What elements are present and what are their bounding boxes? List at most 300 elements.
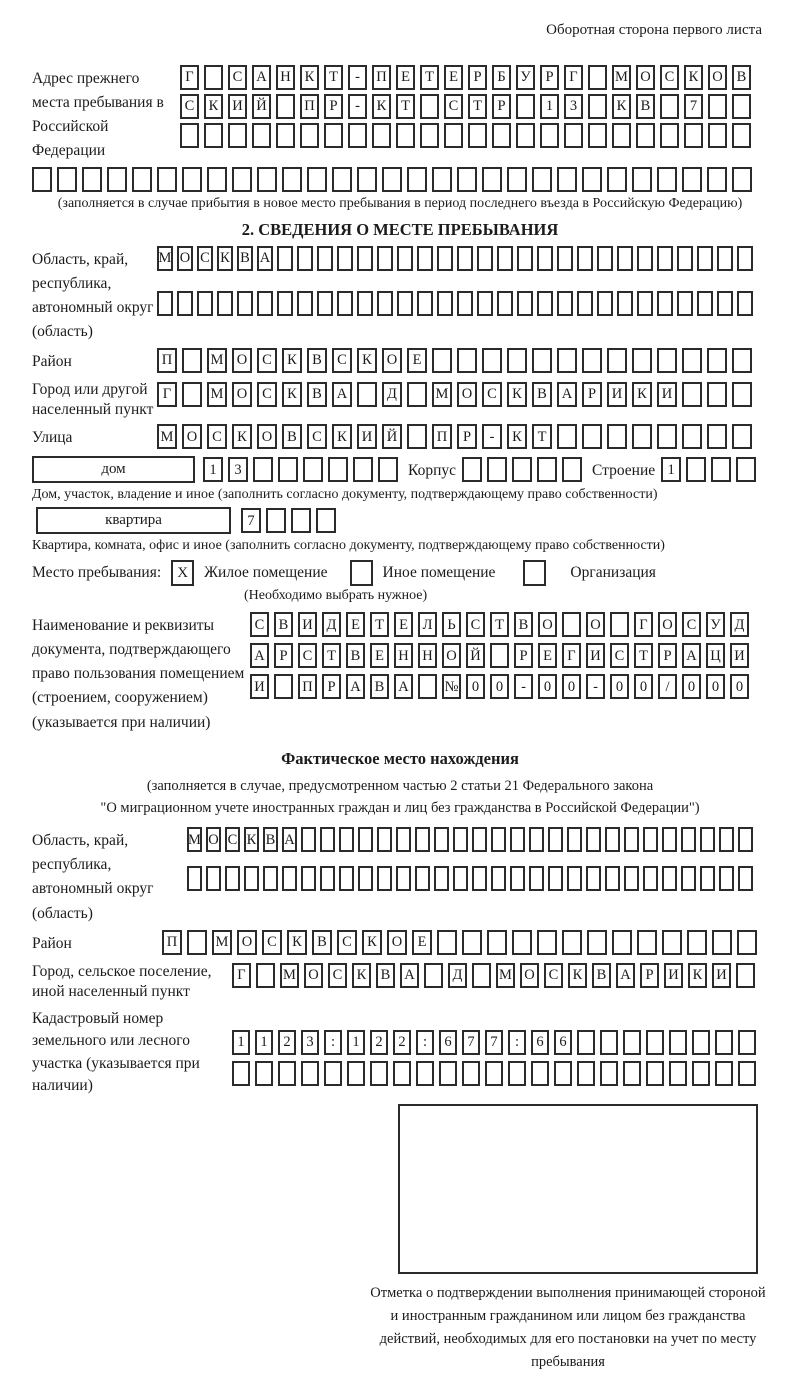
- char-box[interactable]: В: [532, 382, 552, 407]
- char-box[interactable]: [510, 827, 525, 852]
- char-box[interactable]: [257, 291, 273, 316]
- char-box[interactable]: С: [298, 643, 317, 668]
- char-box[interactable]: [434, 866, 449, 891]
- char-box[interactable]: [510, 866, 525, 891]
- char-box[interactable]: П: [432, 424, 452, 449]
- char-box[interactable]: И: [607, 382, 627, 407]
- char-box[interactable]: [263, 866, 278, 891]
- char-box[interactable]: 6: [439, 1030, 457, 1055]
- char-box[interactable]: [301, 827, 316, 852]
- char-box[interactable]: [307, 167, 327, 192]
- char-box[interactable]: О: [636, 65, 655, 90]
- char-box[interactable]: И: [298, 612, 317, 637]
- char-box[interactable]: -: [348, 65, 367, 90]
- char-box[interactable]: Ц: [706, 643, 725, 668]
- char-box[interactable]: [491, 827, 506, 852]
- char-box[interactable]: О: [206, 827, 221, 852]
- char-box[interactable]: [682, 382, 702, 407]
- char-box[interactable]: [357, 291, 373, 316]
- char-box[interactable]: Б: [492, 65, 511, 90]
- char-box[interactable]: [707, 167, 727, 192]
- char-box[interactable]: В: [346, 643, 365, 668]
- char-box[interactable]: [393, 1061, 411, 1086]
- char-box[interactable]: [472, 963, 491, 988]
- char-box[interactable]: [508, 1061, 526, 1086]
- char-box[interactable]: [418, 674, 437, 699]
- char-box[interactable]: [252, 123, 271, 148]
- char-box[interactable]: 6: [554, 1030, 572, 1055]
- char-box[interactable]: -: [348, 94, 367, 119]
- char-box[interactable]: [681, 827, 696, 852]
- char-box[interactable]: К: [357, 348, 377, 373]
- char-box[interactable]: О: [387, 930, 407, 955]
- char-box[interactable]: [177, 291, 193, 316]
- char-box[interactable]: [657, 167, 677, 192]
- char-box[interactable]: [697, 291, 713, 316]
- char-box[interactable]: [529, 866, 544, 891]
- char-box[interactable]: С: [257, 348, 277, 373]
- char-box[interactable]: К: [688, 963, 707, 988]
- char-box[interactable]: [266, 508, 286, 533]
- char-box[interactable]: [297, 246, 313, 271]
- char-box[interactable]: Д: [322, 612, 341, 637]
- char-box[interactable]: [339, 827, 354, 852]
- char-box[interactable]: [277, 246, 293, 271]
- char-box[interactable]: [396, 866, 411, 891]
- char-box[interactable]: [737, 930, 757, 955]
- char-box[interactable]: [477, 246, 493, 271]
- char-box[interactable]: [457, 291, 473, 316]
- char-box[interactable]: [623, 1030, 641, 1055]
- char-box[interactable]: К: [282, 382, 302, 407]
- char-box[interactable]: [617, 246, 633, 271]
- char-box[interactable]: [320, 827, 335, 852]
- char-box[interactable]: [487, 457, 507, 482]
- char-box[interactable]: [708, 94, 727, 119]
- char-box[interactable]: [453, 866, 468, 891]
- char-box[interactable]: 0: [490, 674, 509, 699]
- char-box[interactable]: И: [250, 674, 269, 699]
- char-box[interactable]: А: [400, 963, 419, 988]
- char-box[interactable]: [324, 123, 343, 148]
- char-box[interactable]: [300, 123, 319, 148]
- char-box[interactable]: [328, 457, 348, 482]
- char-box[interactable]: П: [157, 348, 177, 373]
- char-box[interactable]: П: [372, 65, 391, 90]
- char-box[interactable]: Д: [382, 382, 402, 407]
- char-box[interactable]: [632, 424, 652, 449]
- char-box[interactable]: [348, 123, 367, 148]
- char-box[interactable]: С: [466, 612, 485, 637]
- char-box[interactable]: [657, 291, 673, 316]
- char-box[interactable]: [357, 246, 373, 271]
- char-box[interactable]: С: [207, 424, 227, 449]
- char-box[interactable]: [278, 1061, 296, 1086]
- char-box[interactable]: [624, 866, 639, 891]
- char-box[interactable]: [719, 827, 734, 852]
- char-box[interactable]: [497, 246, 513, 271]
- char-box[interactable]: [712, 930, 732, 955]
- char-box[interactable]: [407, 424, 427, 449]
- char-box[interactable]: [588, 94, 607, 119]
- char-box[interactable]: [738, 1030, 756, 1055]
- char-box[interactable]: Е: [396, 65, 415, 90]
- char-box[interactable]: П: [298, 674, 317, 699]
- char-box[interactable]: 1: [540, 94, 559, 119]
- char-box[interactable]: 7: [684, 94, 703, 119]
- char-box[interactable]: [532, 348, 552, 373]
- char-box[interactable]: [564, 123, 583, 148]
- char-box[interactable]: [182, 167, 202, 192]
- char-box[interactable]: А: [257, 246, 273, 271]
- char-box[interactable]: [532, 167, 552, 192]
- char-box[interactable]: [617, 291, 633, 316]
- char-box[interactable]: Л: [418, 612, 437, 637]
- char-box[interactable]: [554, 1061, 572, 1086]
- char-box[interactable]: [732, 348, 752, 373]
- checkbox-organization[interactable]: [523, 560, 546, 586]
- char-box[interactable]: [682, 167, 702, 192]
- char-box[interactable]: [432, 348, 452, 373]
- char-box[interactable]: [204, 123, 223, 148]
- char-box[interactable]: С: [482, 382, 502, 407]
- char-box[interactable]: У: [706, 612, 725, 637]
- char-box[interactable]: Р: [457, 424, 477, 449]
- char-box[interactable]: [637, 930, 657, 955]
- char-box[interactable]: С: [307, 424, 327, 449]
- char-box[interactable]: [278, 457, 298, 482]
- char-box[interactable]: А: [250, 643, 269, 668]
- char-box[interactable]: И: [730, 643, 749, 668]
- char-box[interactable]: К: [204, 94, 223, 119]
- char-box[interactable]: [529, 827, 544, 852]
- char-box[interactable]: [562, 930, 582, 955]
- char-box[interactable]: [711, 457, 731, 482]
- char-box[interactable]: 1: [255, 1030, 273, 1055]
- char-box[interactable]: Ь: [442, 612, 461, 637]
- char-box[interactable]: [477, 291, 493, 316]
- char-box[interactable]: Р: [514, 643, 533, 668]
- char-box[interactable]: [437, 291, 453, 316]
- char-box[interactable]: М: [207, 382, 227, 407]
- char-box[interactable]: К: [612, 94, 631, 119]
- char-box[interactable]: О: [520, 963, 539, 988]
- char-box[interactable]: 6: [531, 1030, 549, 1055]
- char-box[interactable]: М: [432, 382, 452, 407]
- char-box[interactable]: [682, 348, 702, 373]
- char-box[interactable]: [382, 167, 402, 192]
- char-box[interactable]: А: [557, 382, 577, 407]
- char-box[interactable]: Р: [640, 963, 659, 988]
- char-box[interactable]: [407, 167, 427, 192]
- char-box[interactable]: [557, 424, 577, 449]
- char-box[interactable]: [677, 291, 693, 316]
- char-box[interactable]: У: [516, 65, 535, 90]
- char-box[interactable]: [517, 291, 533, 316]
- char-box[interactable]: 7: [462, 1030, 480, 1055]
- char-box[interactable]: [444, 123, 463, 148]
- char-box[interactable]: [597, 291, 613, 316]
- char-box[interactable]: [738, 866, 753, 891]
- char-box[interactable]: №: [442, 674, 461, 699]
- char-box[interactable]: [297, 291, 313, 316]
- char-box[interactable]: [432, 167, 452, 192]
- char-box[interactable]: [301, 866, 316, 891]
- char-box[interactable]: С: [328, 963, 347, 988]
- char-box[interactable]: [407, 382, 427, 407]
- char-box[interactable]: 3: [564, 94, 583, 119]
- char-box[interactable]: [643, 827, 658, 852]
- char-box[interactable]: [537, 930, 557, 955]
- char-box[interactable]: М: [280, 963, 299, 988]
- char-box[interactable]: [457, 167, 477, 192]
- char-box[interactable]: [157, 167, 177, 192]
- char-box[interactable]: -: [586, 674, 605, 699]
- char-box[interactable]: [707, 382, 727, 407]
- char-box[interactable]: И: [586, 643, 605, 668]
- char-box[interactable]: [531, 1061, 549, 1086]
- char-box[interactable]: [157, 291, 173, 316]
- char-box[interactable]: [337, 246, 353, 271]
- char-box[interactable]: [337, 291, 353, 316]
- char-box[interactable]: [415, 827, 430, 852]
- char-box[interactable]: В: [732, 65, 751, 90]
- char-box[interactable]: [657, 246, 673, 271]
- char-box[interactable]: [717, 291, 733, 316]
- char-box[interactable]: [662, 827, 677, 852]
- char-box[interactable]: Е: [407, 348, 427, 373]
- char-box[interactable]: [669, 1061, 687, 1086]
- char-box[interactable]: [317, 291, 333, 316]
- char-box[interactable]: [276, 94, 295, 119]
- char-box[interactable]: [316, 508, 336, 533]
- char-box[interactable]: Т: [396, 94, 415, 119]
- char-box[interactable]: Р: [658, 643, 677, 668]
- char-box[interactable]: 2: [370, 1030, 388, 1055]
- char-box[interactable]: Г: [180, 65, 199, 90]
- char-box[interactable]: /: [658, 674, 677, 699]
- char-box[interactable]: С: [180, 94, 199, 119]
- char-box[interactable]: [439, 1061, 457, 1086]
- char-box[interactable]: Т: [532, 424, 552, 449]
- char-box[interactable]: [681, 866, 696, 891]
- char-box[interactable]: М: [157, 246, 173, 271]
- char-box[interactable]: [482, 348, 502, 373]
- char-box[interactable]: О: [382, 348, 402, 373]
- char-box[interactable]: [624, 827, 639, 852]
- char-box[interactable]: [482, 167, 502, 192]
- char-box[interactable]: [697, 246, 713, 271]
- char-box[interactable]: [377, 291, 393, 316]
- char-box[interactable]: [597, 246, 613, 271]
- char-box[interactable]: 1: [661, 457, 681, 482]
- char-box[interactable]: К: [632, 382, 652, 407]
- char-box[interactable]: [277, 291, 293, 316]
- char-box[interactable]: А: [282, 827, 297, 852]
- char-box[interactable]: [736, 457, 756, 482]
- char-box[interactable]: Т: [370, 612, 389, 637]
- char-box[interactable]: [636, 123, 655, 148]
- char-box[interactable]: [719, 866, 734, 891]
- char-box[interactable]: С: [660, 65, 679, 90]
- char-box[interactable]: Е: [394, 612, 413, 637]
- char-box[interactable]: С: [682, 612, 701, 637]
- char-box[interactable]: [632, 348, 652, 373]
- char-box[interactable]: А: [252, 65, 271, 90]
- char-box[interactable]: :: [324, 1030, 342, 1055]
- checkbox-residential[interactable]: X: [171, 560, 194, 586]
- char-box[interactable]: С: [225, 827, 240, 852]
- char-box[interactable]: М: [612, 65, 631, 90]
- char-box[interactable]: В: [237, 246, 253, 271]
- char-box[interactable]: С: [444, 94, 463, 119]
- char-box[interactable]: [607, 167, 627, 192]
- char-box[interactable]: [732, 123, 751, 148]
- char-box[interactable]: [707, 348, 727, 373]
- char-box[interactable]: [700, 827, 715, 852]
- char-box[interactable]: [453, 827, 468, 852]
- char-box[interactable]: [197, 291, 213, 316]
- char-box[interactable]: [662, 930, 682, 955]
- char-box[interactable]: Н: [394, 643, 413, 668]
- char-box[interactable]: О: [304, 963, 323, 988]
- char-box[interactable]: Д: [448, 963, 467, 988]
- char-box[interactable]: [324, 1061, 342, 1086]
- char-box[interactable]: К: [684, 65, 703, 90]
- char-box[interactable]: В: [376, 963, 395, 988]
- char-box[interactable]: [738, 1061, 756, 1086]
- char-box[interactable]: 0: [538, 674, 557, 699]
- char-box[interactable]: С: [544, 963, 563, 988]
- char-box[interactable]: Р: [582, 382, 602, 407]
- char-box[interactable]: Р: [274, 643, 293, 668]
- char-box[interactable]: [276, 123, 295, 148]
- char-box[interactable]: [370, 1061, 388, 1086]
- char-box[interactable]: [736, 963, 755, 988]
- char-box[interactable]: [577, 1061, 595, 1086]
- char-box[interactable]: [548, 827, 563, 852]
- char-box[interactable]: [632, 167, 652, 192]
- char-box[interactable]: [487, 930, 507, 955]
- char-box[interactable]: [437, 930, 457, 955]
- char-box[interactable]: [282, 167, 302, 192]
- char-box[interactable]: [577, 291, 593, 316]
- char-box[interactable]: [57, 167, 77, 192]
- char-box[interactable]: 0: [610, 674, 629, 699]
- char-box[interactable]: С: [250, 612, 269, 637]
- char-box[interactable]: [416, 1061, 434, 1086]
- char-box[interactable]: [692, 1030, 710, 1055]
- char-box[interactable]: 7: [485, 1030, 503, 1055]
- char-box[interactable]: [623, 1061, 641, 1086]
- char-box[interactable]: [537, 246, 553, 271]
- char-box[interactable]: [317, 246, 333, 271]
- char-box[interactable]: [377, 827, 392, 852]
- char-box[interactable]: Е: [370, 643, 389, 668]
- char-box[interactable]: [610, 612, 629, 637]
- char-box[interactable]: [605, 866, 620, 891]
- char-box[interactable]: [420, 94, 439, 119]
- char-box[interactable]: [437, 246, 453, 271]
- char-box[interactable]: К: [282, 348, 302, 373]
- char-box[interactable]: [424, 963, 443, 988]
- char-box[interactable]: -: [514, 674, 533, 699]
- char-box[interactable]: И: [657, 382, 677, 407]
- char-box[interactable]: В: [282, 424, 302, 449]
- char-box[interactable]: [516, 94, 535, 119]
- char-box[interactable]: И: [712, 963, 731, 988]
- char-box[interactable]: К: [232, 424, 252, 449]
- char-box[interactable]: [472, 827, 487, 852]
- char-box[interactable]: :: [416, 1030, 434, 1055]
- char-box[interactable]: [715, 1061, 733, 1086]
- char-box[interactable]: О: [237, 930, 257, 955]
- char-box[interactable]: [232, 167, 252, 192]
- char-box[interactable]: Р: [468, 65, 487, 90]
- char-box[interactable]: [301, 1061, 319, 1086]
- char-box[interactable]: Р: [540, 65, 559, 90]
- char-box[interactable]: О: [538, 612, 557, 637]
- char-box[interactable]: [605, 827, 620, 852]
- char-box[interactable]: [332, 167, 352, 192]
- char-box[interactable]: [738, 827, 753, 852]
- char-box[interactable]: [225, 866, 240, 891]
- char-box[interactable]: [557, 291, 573, 316]
- char-box[interactable]: [586, 827, 601, 852]
- char-box[interactable]: [646, 1030, 664, 1055]
- char-box[interactable]: [472, 866, 487, 891]
- char-box[interactable]: [548, 866, 563, 891]
- char-box[interactable]: [357, 382, 377, 407]
- char-box[interactable]: 3: [228, 457, 248, 482]
- char-box[interactable]: В: [592, 963, 611, 988]
- char-box[interactable]: [588, 123, 607, 148]
- char-box[interactable]: К: [300, 65, 319, 90]
- char-box[interactable]: Р: [322, 674, 341, 699]
- char-box[interactable]: [485, 1061, 503, 1086]
- char-box[interactable]: [244, 866, 259, 891]
- char-box[interactable]: -: [482, 424, 502, 449]
- char-box[interactable]: О: [182, 424, 202, 449]
- char-box[interactable]: [684, 123, 703, 148]
- char-box[interactable]: [462, 930, 482, 955]
- char-box[interactable]: [347, 1061, 365, 1086]
- char-box[interactable]: К: [372, 94, 391, 119]
- char-box[interactable]: [516, 123, 535, 148]
- char-box[interactable]: [417, 246, 433, 271]
- char-box[interactable]: [462, 1061, 480, 1086]
- char-box[interactable]: [417, 291, 433, 316]
- char-box[interactable]: Т: [634, 643, 653, 668]
- char-box[interactable]: [600, 1030, 618, 1055]
- char-box[interactable]: О: [232, 382, 252, 407]
- char-box[interactable]: В: [636, 94, 655, 119]
- char-box[interactable]: А: [346, 674, 365, 699]
- char-box[interactable]: [557, 167, 577, 192]
- char-box[interactable]: [255, 1061, 273, 1086]
- char-box[interactable]: [282, 866, 297, 891]
- char-box[interactable]: [737, 246, 753, 271]
- char-box[interactable]: [657, 348, 677, 373]
- char-box[interactable]: М: [207, 348, 227, 373]
- char-box[interactable]: Е: [444, 65, 463, 90]
- char-box[interactable]: О: [232, 348, 252, 373]
- char-box[interactable]: 0: [634, 674, 653, 699]
- char-box[interactable]: [562, 457, 582, 482]
- char-box[interactable]: [377, 246, 393, 271]
- char-box[interactable]: 0: [562, 674, 581, 699]
- char-box[interactable]: К: [287, 930, 307, 955]
